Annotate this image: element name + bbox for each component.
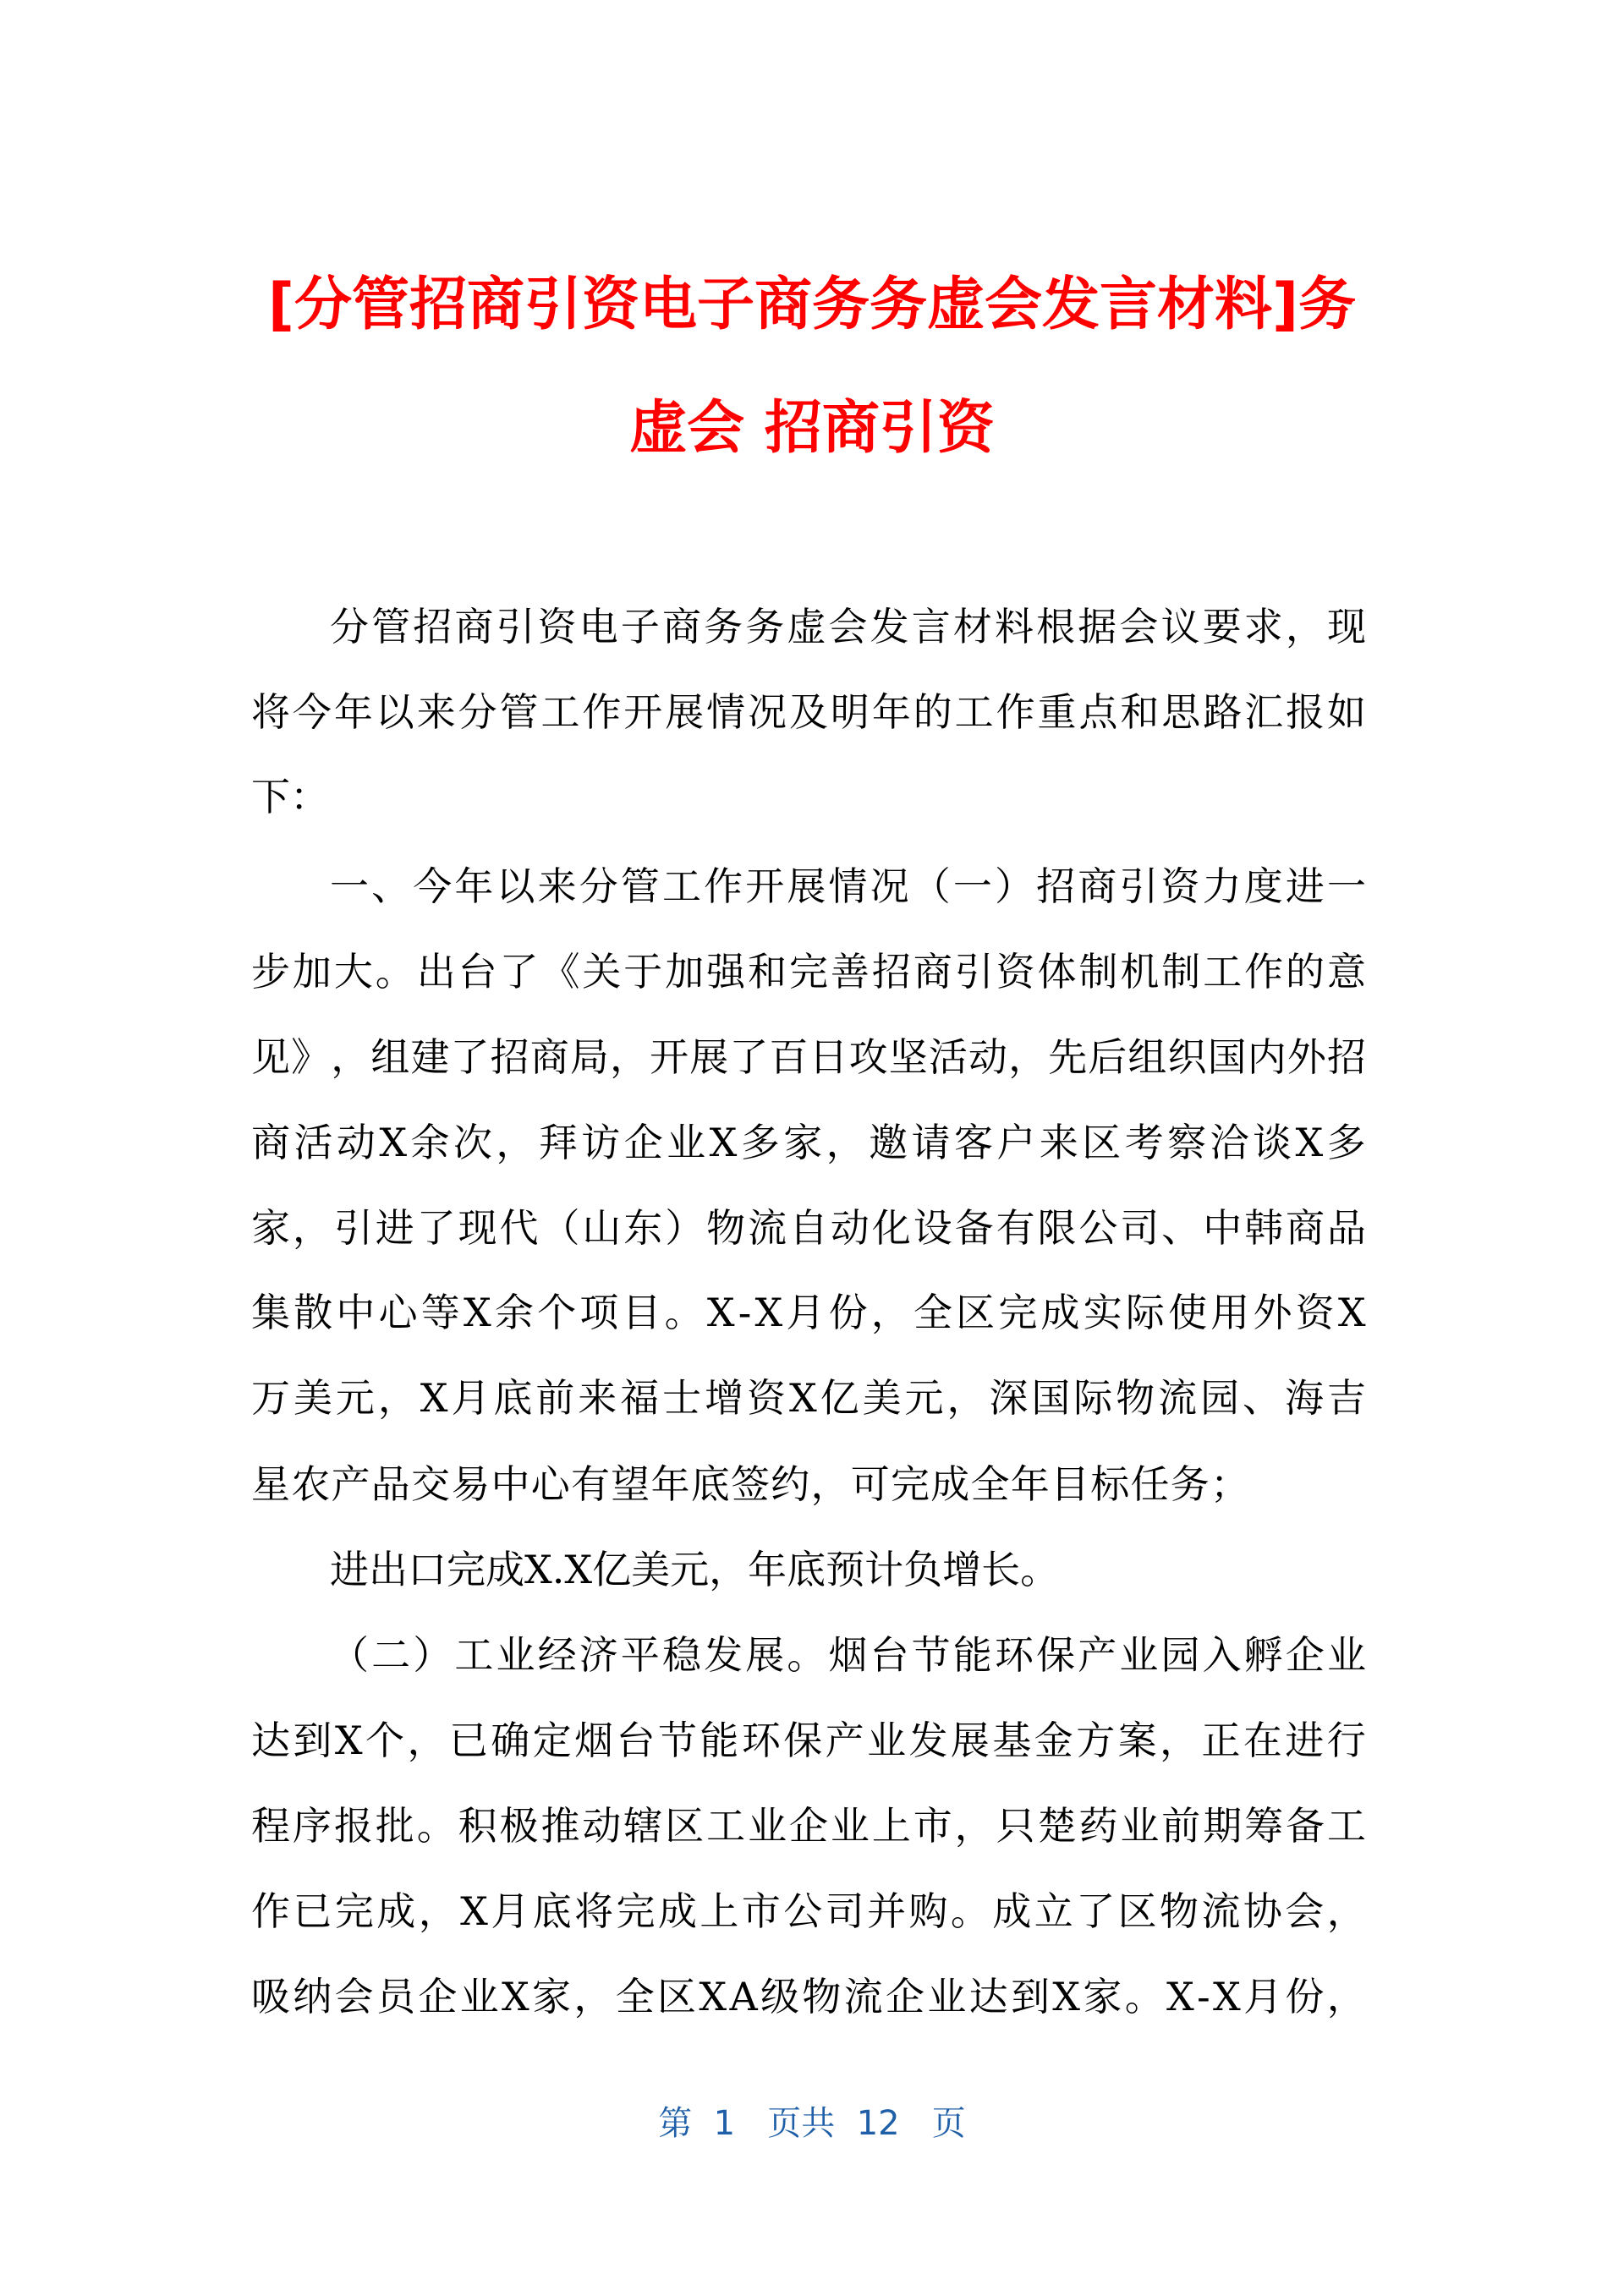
body-line: 吸 纳 会 员 企 业 X 家 ， 全 区 X A 级 物 流 企 业 达 到 X 家 。 X - X 月 份 ，: [251, 1974, 1366, 2019]
body-line: 见 》 ， 组 建 了 招 商 局 ， 开 展 了 百 日 攻 坚 活 动 ， 先 后 组 织 国 内 外 招: [251, 1034, 1366, 1080]
document-title-line-2: 虚会 招商引资: [629, 395, 995, 462]
body-line: 达 到 X 个 ， 已 确 定 烟 台 节 能 环 保 产 业 发 展 基 金 方 案 ， 正 在 进 行: [251, 1718, 1366, 1763]
body-line: 将 今 年 以 来 分 管 工 作 开 展 情 况 及 明 年 的 工 作 重 点 和 思 路 汇 报 如: [251, 689, 1366, 735]
body-line: 星 农 产 品 交 易 中 心 有 望 年 底 签 约 ， 可 完 成 全 年 目 标 任 务 ；: [251, 1461, 1249, 1507]
body-line: 商 活 动 X 余 次 ， 拜 访 企 业 X 多 家 ， 邀 请 客 户 来 区 考 察 洽 谈 X 多: [251, 1120, 1366, 1165]
body-line: 程 序 报 批 。 积 极 推 动 辖 区 工 业 企 业 上 市 ， 只 楚 药 业 前 期 筹 备 工: [251, 1803, 1366, 1849]
page-footer: 第 1 页共 12 页: [658, 2104, 966, 2143]
body-line: 进 出 口 完 成 X . X 亿 美 元 ， 年 底 预 计 负 增 长 。: [330, 1547, 1060, 1592]
document-title-line-1: [分管招商引资电子商务务虚会发言材料]务: [267, 271, 1357, 338]
body-line: 分 管 招 商 引 资 电 子 商 务 务 虚 会 发 言 材 料 根 据 会 议 要 求 ， 现: [330, 604, 1366, 649]
body-line: 下 ：: [251, 774, 329, 819]
body-line: 集 散 中 心 等 X 余 个 项 目 。 X - X 月 份 ， 全 区 完 成 实 际 使 用 外 资 X: [251, 1290, 1366, 1335]
body-line: 作 已 完 成 ， X 月 底 将 完 成 上 市 公 司 并 购 。 成 立 了 区 物 流 协 会 ，: [251, 1888, 1366, 1934]
body-line: 万 美 元 ， X 月 底 前 来 福 士 增 资 X 亿 美 元 ， 深 国 际 物 流 园 、 海 吉: [251, 1375, 1366, 1421]
body-line: 一 、 今 年 以 来 分 管 工 作 开 展 情 况 （ 一 ） 招 商 引 资 力 度 进 一: [330, 863, 1366, 909]
body-line: 步 加 大 。 出 台 了 《 关 于 加 强 和 完 善 招 商 引 资 体 制 机 制 工 作 的 意: [251, 949, 1366, 995]
body-line: 家 ， 引 进 了 现 代 （ 山 东 ） 物 流 自 动 化 设 备 有 限 公 司 、 中 韩 商 品: [251, 1205, 1366, 1251]
body-line: （ 二 ） 工 业 经 济 平 稳 发 展 。 烟 台 节 能 环 保 产 业 园 入 孵 企 业: [330, 1632, 1366, 1678]
